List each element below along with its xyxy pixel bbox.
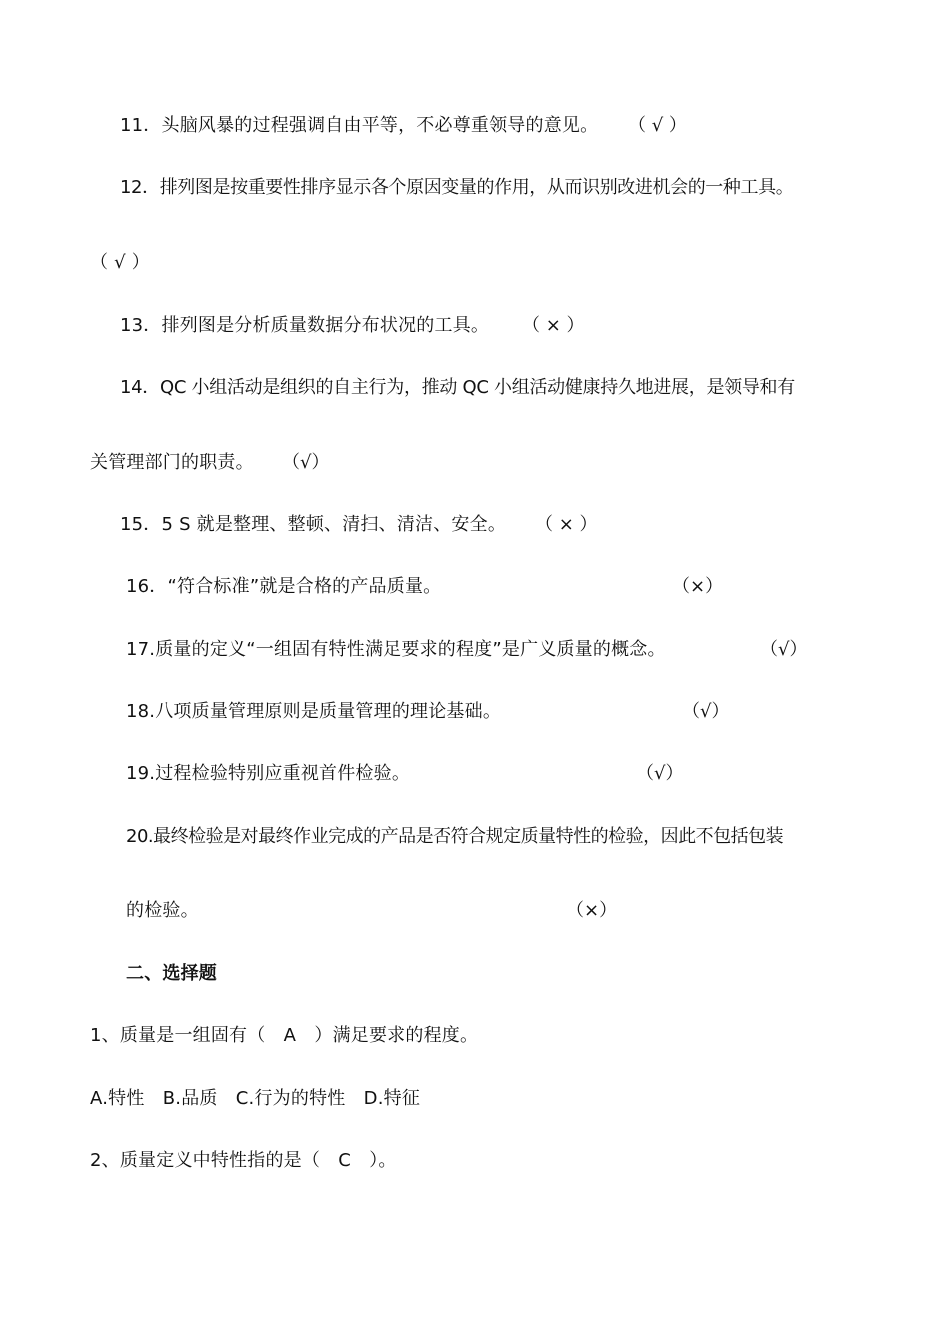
question-17-text: 17.质量的定义“一组固有特性满足要求的程度”是广义质量的概念。 xyxy=(126,639,666,660)
question-20-answer: （×） xyxy=(566,900,618,921)
question-11-answer: （ √ ） xyxy=(628,115,687,136)
question-16-answer: （×） xyxy=(672,576,724,597)
question-20-continuation: 的检验。 xyxy=(126,900,199,921)
question-12-text: 12．排列图是按重要性排序显示各个原因变量的作用，从而识别改进机会的一种工具。 xyxy=(120,177,794,198)
question-14-text: 14．QC 小组活动是组织的自主行为，推动 QC 小组活动健康持久地进展，是领导和有 xyxy=(120,377,795,398)
choice-question-1: 1、质量是一组固有（ A ）满足要求的程度。 xyxy=(90,1025,479,1046)
choice-question-1-options: A.特性 B.品质 C.行为的特性 D.特征 xyxy=(90,1088,421,1109)
question-14-answer: （√） xyxy=(282,452,330,473)
question-17-answer: （√） xyxy=(760,639,808,660)
question-18-answer: （√） xyxy=(682,701,730,722)
question-20-text: 20.最终检验是对最终作业完成的产品是否符合规定质量特性的检验，因此不包括包装 xyxy=(126,826,784,847)
question-18-text: 18.八项质量管理原则是质量管理的理论基础。 xyxy=(126,701,502,722)
question-19-text: 19.过程检验特别应重视首件检验。 xyxy=(126,763,411,784)
choice-question-2: 2、质量定义中特性指的是（ C ）。 xyxy=(90,1150,397,1171)
question-11-text: 11．头脑风暴的过程强调自由平等，不必尊重领导的意见。 xyxy=(120,115,599,136)
question-15-text: 15．5 S 就是整理、整顿、清扫、清洁、安全。 xyxy=(120,514,507,535)
question-16-text: 16．“符合标准”就是合格的产品质量。 xyxy=(126,576,442,597)
question-15-answer: （ × ） xyxy=(535,514,598,535)
question-19-answer: （√） xyxy=(636,763,684,784)
section-heading: 二、选择题 xyxy=(126,963,217,984)
question-14-continuation: 关管理部门的职责。 xyxy=(90,452,254,473)
question-13-text: 13．排列图是分析质量数据分布状况的工具。 xyxy=(120,315,490,336)
question-13-answer: （ × ） xyxy=(522,315,585,336)
question-12-answer: （ √ ） xyxy=(90,252,150,273)
